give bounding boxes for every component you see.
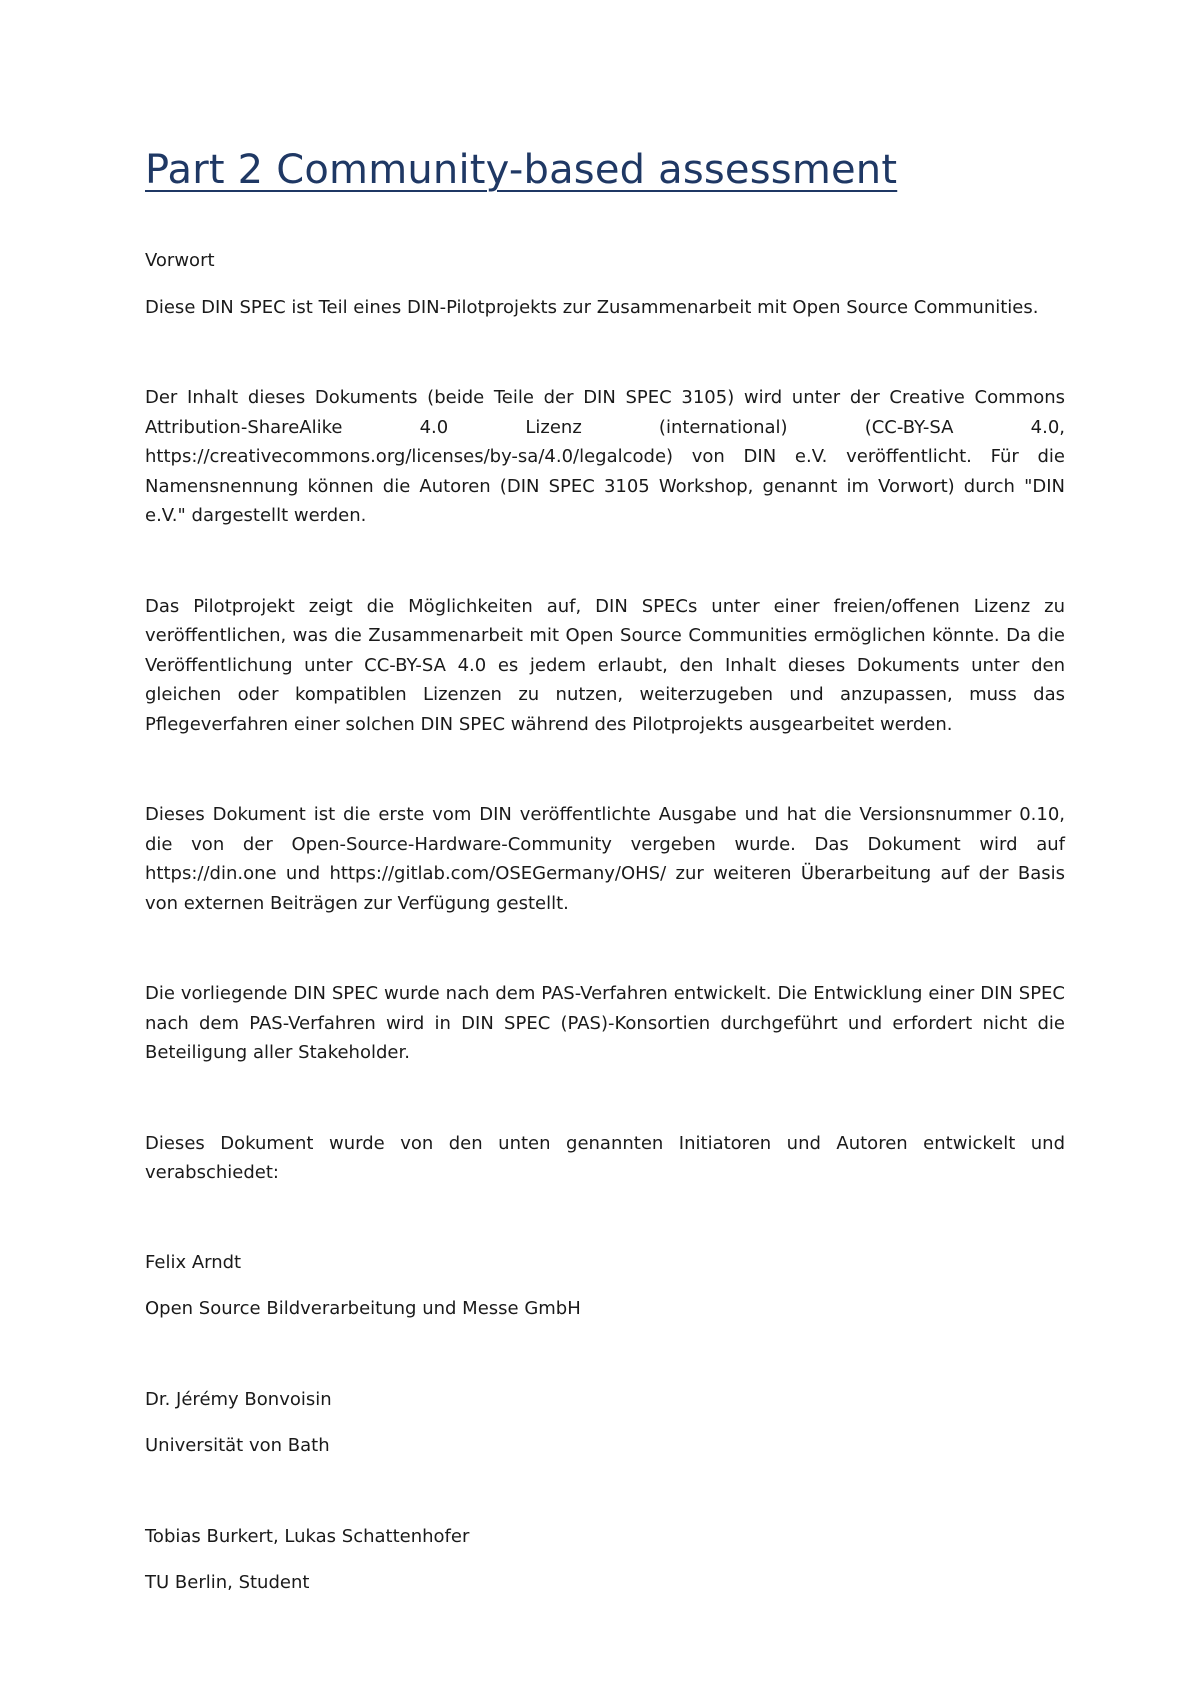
author-name: Felix Arndt (145, 1251, 242, 1273)
author-entry (145, 1248, 1065, 1324)
page-content (145, 140, 1065, 1598)
author-organization: Universität von Bath (145, 1435, 330, 1456)
author-organization: Open Source Bildverarbeitung und Messe GmbH (145, 1298, 581, 1319)
authors-intro-paragraph: Dieses Dokument wurde von den unten genannten Initiatoren und Autoren entwickelt und verabschiedet: (145, 1132, 1065, 1183)
author-entry (145, 1385, 1065, 1461)
version-paragraph: Dieses Dokument ist die erste vom DIN veröffentlichte Ausgabe und hat die Versionsnummer 0.10, die von der Open-Source-Hardware-Community vergeben wurde. Das Dokument wird auf https://din.one und https://gitlab.com/OSEGermany/OHS/ zur weiteren Überarbeitung auf der Basis von externen Beiträgen zur Verfügung gestellt. (145, 804, 1065, 914)
author-organization: TU Berlin, Student (145, 1572, 310, 1593)
page-title: Part 2 Community-based assessment (145, 147, 898, 193)
author-name: Tobias Burkert, Lukas Schattenhofer (145, 1525, 470, 1547)
intro-paragraph: Diese DIN SPEC ist Teil eines DIN-Pilotprojekts zur Zusammenarbeit mit Open Source Communities. (145, 296, 1039, 318)
license-paragraph: Der Inhalt dieses Dokuments (beide Teile der DIN SPEC 3105) wird unter der Creative Commons Attribution-ShareAlike 4.0 Lizenz (international) (CC-BY-SA 4.0, https://creativecommons.org/licenses/by-sa/4.0/legalcode) von DIN e.V. veröffentlicht. Für die Namensnennung können die Autoren (DIN SPEC 3105 Workshop, genannt im Vorwort) durch "DIN e.V." dargestellt werden. (145, 387, 1065, 526)
author-name: Dr. Jérémy Bonvoisin (145, 1388, 332, 1410)
pas-procedure-paragraph: Die vorliegende DIN SPEC wurde nach dem PAS-Verfahren entwickelt. Die Entwicklung einer DIN SPEC nach dem PAS-Verfahren wird in DIN SPEC (PAS)-Konsortien durchgeführt und erfordert nicht die Beteiligung aller Stakeholder. (145, 983, 1065, 1063)
author-entry (145, 1522, 1065, 1598)
section-label: Vorwort (145, 250, 215, 271)
pilot-project-paragraph: Das Pilotprojekt zeigt die Möglichkeiten auf, DIN SPECs unter einer freien/offenen Lizenz zu veröffentlichen, was die Zusammenarbeit mit Open Source Communities ermöglichen könnte. Da die Veröffentlichung unter CC-BY-SA 4.0 es jedem erlaubt, den Inhalt dieses Dokuments unter den gleichen oder kompatiblen Lizenzen zu nutzen, weiterzugeben und anzupassen, muss das Pflegeverfahren einer solchen DIN SPEC während des Pilotprojekts ausgearbeitet werden. (145, 595, 1065, 735)
